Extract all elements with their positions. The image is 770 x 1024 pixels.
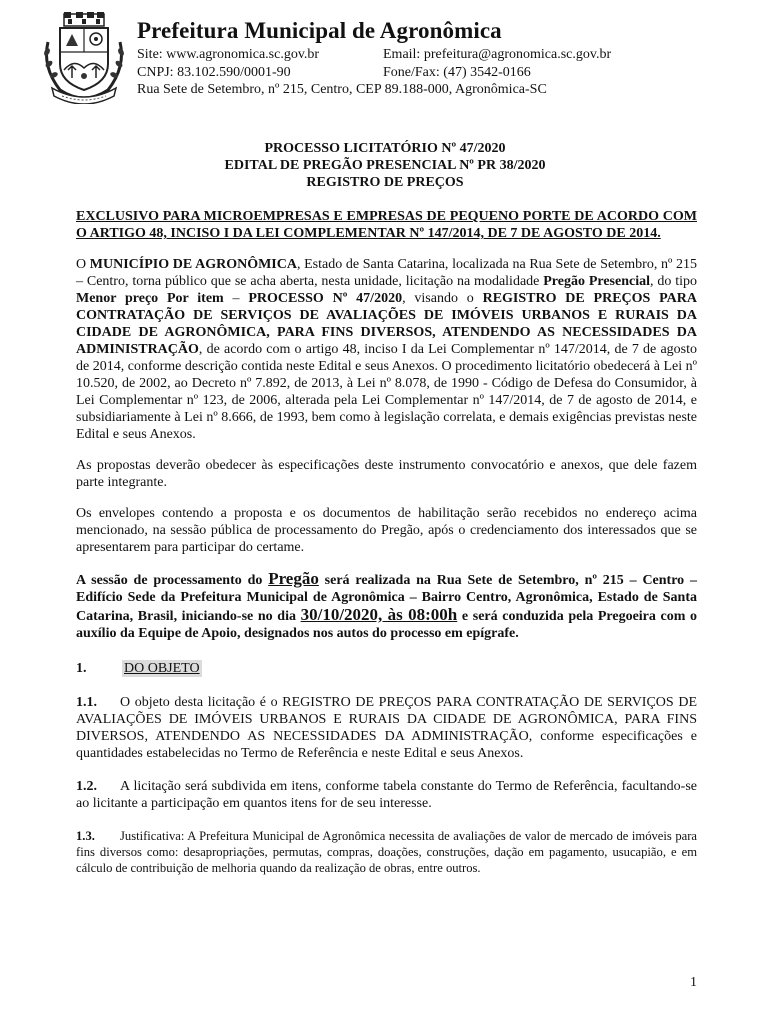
- intro-type: Menor preço Por item: [76, 291, 224, 306]
- section-number: 1.: [76, 660, 87, 676]
- clause-number: 1.2.: [76, 779, 97, 794]
- exclusivity-notice: EXCLUSIVO PARA MICROEMPRESAS E EMPRESAS DE PEQUENO PORTE DE ACORDO COM O ARTIGO 48, INCISO I DA LEI COMPLEMENTAR Nº 147/2014, DE 7 DE AGOSTO DE 2014.: [76, 209, 697, 241]
- intro-text: , de acordo com o artigo 48, inciso I da Lei Complementar nº 147/2014, de 7 de agosto de 2014, conforme descrição contida neste Edital e seus Anexos. O procedimento licitatório obedecerá à Lei nº 10.520, de 2002, ao Decreto nº 7.892, de 2013, à Lei nº 8.078, de 1990 - Código de Defesa do Consumidor, à Lei Complementar nº 123, de 2006, alterada pela Lei Complementar nº 147/2014, de 7 de agosto de 2014, e subsidiariamente à Lei nº 8.666, de 1993, bem como à legislação correlata, e demais exigências previstas neste Edital e seus Anexos.: [76, 342, 697, 442]
- clause-1-3: [76, 828, 697, 876]
- registry-title: REGISTRO DE PREÇOS: [306, 175, 464, 190]
- municipality-title: Prefeitura Municipal de Agronômica: [137, 18, 502, 43]
- intro-process-number: PROCESSO Nº 47/2020: [248, 291, 403, 306]
- proposals-paragraph: As propostas deverão obedecer às especificações deste instrumento convocatório e anexos, que dele fazem parte integrante.: [76, 458, 697, 490]
- header-phone: Fone/Fax: (47) 3542-0166: [383, 65, 531, 80]
- intro-paragraph: [76, 256, 697, 443]
- municipal-coat-of-arms-icon: [38, 12, 130, 104]
- section-heading-objeto: [76, 658, 697, 678]
- session-date: 30/10/2020, às 08:00h: [300, 605, 458, 624]
- section-label: DO OBJETO: [124, 660, 200, 676]
- clause-text: Justificativa: A Prefeitura Municipal de Agronômica necessita de avaliações de valor de mercado de imóveis para fins diversos como: desapropriações, permutas, compras, doações, construções, dação em pagamento, usucapião, e em cálculo de contribuição de melhoria quando da realização de obras, entre outros.: [76, 829, 697, 875]
- edital-title: EDITAL DE PREGÃO PRESENCIAL Nº PR 38/2020: [224, 158, 546, 173]
- intro-modality: Pregão Presencial: [543, 274, 650, 289]
- header-email: Email: prefeitura@agronomica.sc.gov.br: [383, 47, 612, 62]
- clause-number: 1.1.: [76, 695, 97, 710]
- clause-text: O objeto desta licitação é o REGISTRO DE PREÇOS PARA CONTRATAÇÃO DE SERVIÇOS DE AVALIAÇÕES DE IMÓVEIS URBANOS E RURAIS DA CIDADE DE AGRONÔMICA, PARA FINS DIVERSOS, ATENDENDO AS NECESSIDADES DA ADMINISTRAÇÃO, conforme especificações e quantidades estabelecidas no Termo de Referência e neste Edital e seus Anexos.: [76, 695, 697, 761]
- intro-text: , Estado de Santa Catarina, localizada na Rua Sete de Setembro, nº 215 – Centro, torna público que se acha aberta, nesta unidade, licitação na modalidade: [76, 257, 697, 289]
- session-paragraph: [76, 570, 697, 642]
- header-address: Rua Sete de Setembro, nº 215, Centro, CEP 89.188-000, Agronômica-SC: [137, 82, 547, 97]
- session-text: A sessão de processamento do: [76, 573, 269, 588]
- clause-1-2: [76, 778, 697, 812]
- session-text: e será conduzida pela Pregoeira com o auxílio da Equipe de Apoio, designados nos autos do processo em epígrafe.: [76, 609, 698, 641]
- clause-number: 1.3.: [76, 829, 95, 843]
- intro-text: , do tipo: [650, 274, 697, 289]
- session-pregao: Pregão: [268, 569, 319, 588]
- intro-object: REGISTRO DE PREÇOS PARA CONTRATAÇÃO DE SERVIÇOS DE AVALIAÇÕES DE IMÓVEIS URBANOS E RURAIS DA CIDADE DE AGRONÔMICA, PARA FINS DIVERSOS, ATENDENDO AS NECESSIDADES DA ADMINISTRAÇÃO: [76, 291, 698, 357]
- intro-text: O: [76, 257, 90, 272]
- intro-text: –: [223, 291, 249, 306]
- session-text: será realizada na Rua Sete de Setembro, nº 215 – Centro – Edifício Sede da Prefeitura Municipal de Agronômica – Bairro Centro, Agronômica, Estado de Santa Catarina, Brasil, iniciando-se no dia: [76, 573, 698, 624]
- process-title: PROCESSO LICITATÓRIO Nº 47/2020: [264, 141, 506, 156]
- intro-municipality: MUNICÍPIO DE AGRONÔMICA: [89, 257, 297, 272]
- document-titles: [0, 140, 770, 191]
- page-number: 1: [690, 975, 697, 990]
- header-site: Site: www.agronomica.sc.gov.br: [137, 47, 320, 62]
- intro-text: , visando o: [402, 291, 483, 306]
- document-body: [76, 208, 697, 876]
- clause-1-1: [76, 694, 697, 762]
- envelopes-paragraph: Os envelopes contendo a proposta e os documentos de habilitação serão recebidos no endereço acima mencionado, na sessão pública de processamento do Pregão, após o credenciamento dos interessados que se apresentarem para participar do certame.: [76, 506, 697, 555]
- clause-text: A licitação será subdivida em itens, conforme tabela constante do Termo de Referência, facultando-se ao licitante a participação em quantos itens for de seu interesse.: [76, 779, 697, 811]
- header-cnpj: CNPJ: 83.102.590/0001-90: [137, 65, 291, 80]
